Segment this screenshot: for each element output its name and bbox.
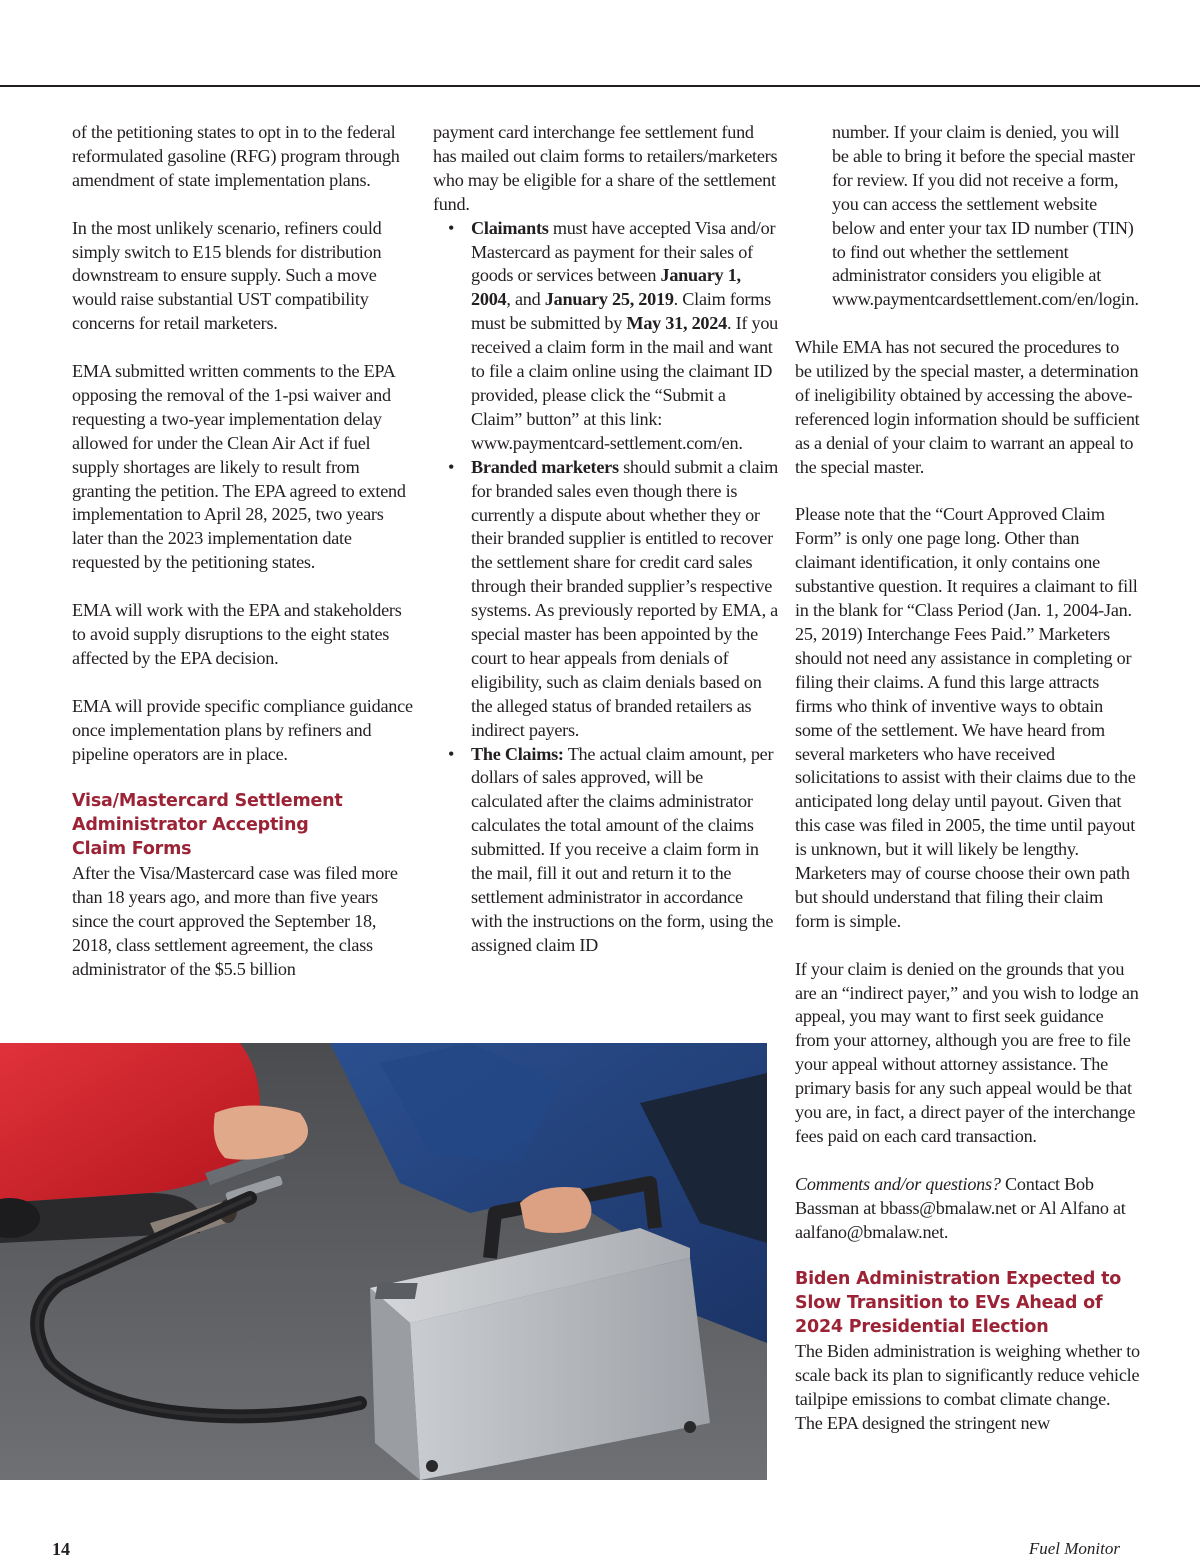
bullet-the-claims: • The Claims: The actual claim amount, per dollars of sales approved, will be calculated after the claims administrator calculates the total amount of the claims submitted. If you receive a claim form in the mail, fill it out and return it to the settlement administrator in accordance with the instructions on the form, using the assigned claim ID	[448, 743, 774, 955]
bullet-claimants: • Claimants must have accepted Visa and/or Mastercard as payment for their sales of goods or services between January 1, 2004, and January 25, 2019. Claim forms must be submitted by May 31, 2024. If you received a claim form in the mail and want to file a claim online using the claimant ID provided, please click the “Submit a Claim” button” at this link: www.paymentcard-settlement.com/en.	[448, 217, 779, 453]
paragraph: payment card interchange fee settlement fund has mailed out claim forms to retailers/marketers who may be eligible for a share of the settlement fund.	[433, 122, 778, 214]
column-2	[433, 121, 778, 958]
paragraph: While EMA has not secured the procedures to be utilized by the special master, a determination of ineligibility obtained by accessing the above-referenced login information should be sufficient as a denial of your claim to warrant an appeal to the special master.	[795, 337, 1140, 477]
paragraph: In the most unlikely scenario, refiners could simply switch to E15 blends for distribution downstream to ensure supply. Such a move would raise substantial UST compatibility concerns for retail marketers.	[72, 217, 382, 334]
claim-bullet-list	[433, 217, 778, 958]
emissions-test-illustration	[0, 1043, 767, 1480]
paragraph: If your claim is denied on the grounds that you are an “indirect payer,” and you wish to lodge an appeal, you may want to first seek guidance from your attorney, although you are free to file your appeal without attorney assistance. The primary basis for any such appeal would be that you are, in fact, a direct payer of the interchange fees paid on each card transaction.	[795, 958, 1139, 1147]
paragraph: number. If your claim is denied, you will be able to bring it before the special master for review. If you did not receive a form, you can access the settlement website below and enter your tax ID number (TIN) to find out whether the settlement administrator considers you eligible at www.paymentcardsettlement.com/en/login.	[832, 122, 1139, 310]
section-heading-visa-mastercard: Visa/Mastercard Settlement Administrator Accepting Claim Forms	[72, 791, 343, 860]
emissions-test-photo	[0, 1043, 767, 1480]
bullet-branded-marketers: • Branded marketers should submit a claim for branded sales even though there is currently a dispute about whether they or their branded supplier is entitled to recover the settlement share for credit card sales through their branded supplier’s respective systems. As previously reported by EMA, a special master has been appointed by the court to hear appeals from denials of eligibility, such as claim denials based on the alleged status of branded retailers as indirect payers.	[448, 456, 778, 740]
column-3	[795, 121, 1140, 1436]
paragraph: EMA will work with the EPA and stakeholders to avoid supply disruptions to the eight states affected by the EPA decision.	[72, 600, 402, 668]
paragraph: of the petitioning states to opt in to the federal reformulated gasoline (RFG) program through amendment of state implementation plans.	[72, 122, 400, 190]
contact-paragraph: Comments and/or questions? Contact Bob Bassman at bbass@bmalaw.net or Al Alfano at aalfano@bmalaw.net.	[795, 1173, 1126, 1242]
bullet-icon: •	[448, 743, 455, 764]
section-heading-biden-evs: Biden Administration Expected to Slow Transition to EVs Ahead of 2024 Presidential Election	[795, 1269, 1122, 1338]
paragraph: The Biden administration is weighing whether to scale back its plan to significantly reduce vehicle tailpipe emissions to combat climate change. The EPA designed the stringent new	[795, 1341, 1140, 1433]
paragraph: EMA submitted written comments to the EPA opposing the removal of the 1-psi waiver and requesting a two-year implementation delay allowed for under the Clean Air Act if fuel supply shortages are likely to result from granting the petition. The EPA agreed to extend implementation to April 28, 2025, two years later than the 2023 implementation date requested by the petitioning states.	[72, 361, 406, 573]
publication-name: Fuel Monitor	[1028, 1539, 1120, 1558]
paragraph: After the Visa/Mastercard case was filed more than 18 years ago, and more than five years since the court approved the September 18, 2018, class settlement agreement, the class administrator of the $5.5 billion	[72, 863, 398, 979]
paragraph: EMA will provide specific compliance guidance once implementation plans by refiners and pipeline operators are in place.	[72, 695, 413, 764]
bullet-icon: •	[448, 456, 455, 477]
page-number: 14	[52, 1539, 70, 1559]
column-1	[72, 121, 417, 982]
top-rule	[0, 85, 1200, 87]
bullet-icon: •	[448, 217, 455, 238]
paragraph: Please note that the “Court Approved Claim Form” is only one page long. Other than claimant identification, it only contains one substantive question. It requires a claimant to fill in the blank for “Class Period (Jan. 1, 2004-Jan. 25, 2019) Interchange Fees Paid.” Marketers should not need any assistance in completing or filing their claims. A fund this large attracts firms who think of inventive ways to obtain some of the settlement. We have heard from several marketers who have received solicitations to assist with their claims due to the anticipated long delay until payout. Given that this case was filed in 2005, the time until payout is unknown, but it will likely be lengthy. Marketers may of course choose their own path but should understand that filing their claim form is simple.	[795, 504, 1138, 931]
